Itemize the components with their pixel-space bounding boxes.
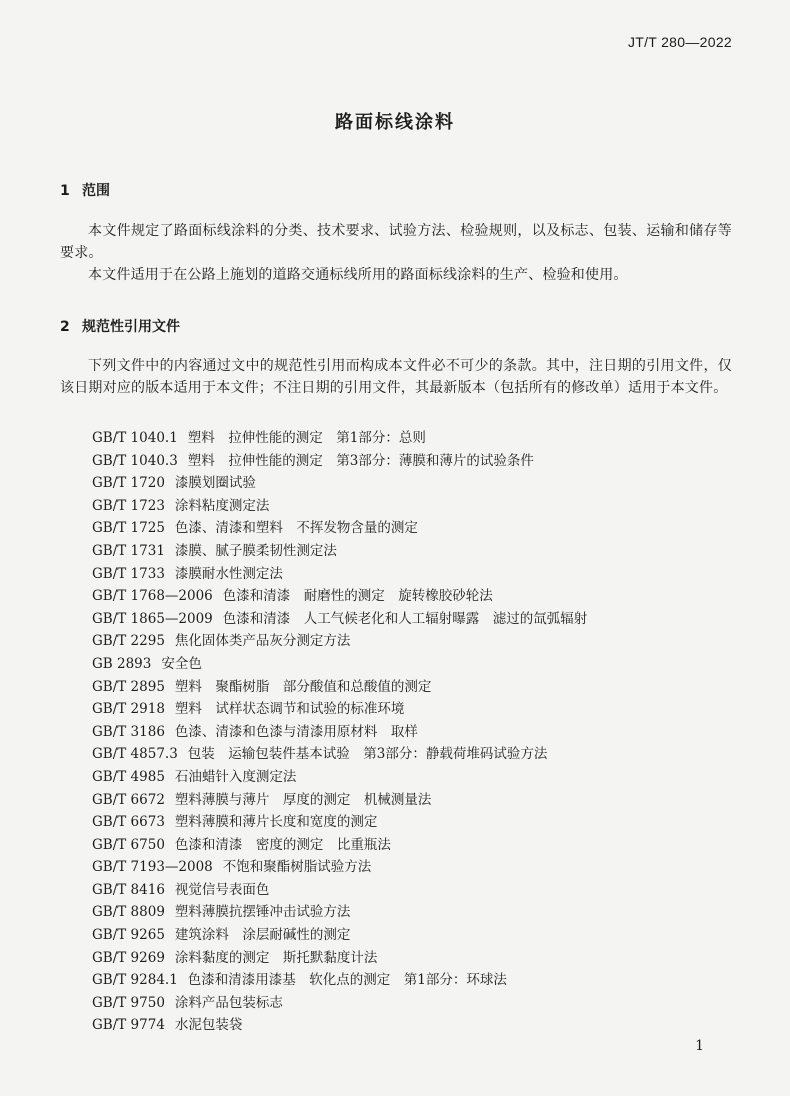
- reference-title: 色漆和清漆 人工气候老化和人工辐射曝露 滤过的氙弧辐射: [222, 610, 588, 627]
- reference-item: [92, 608, 587, 631]
- section-number: 1: [60, 183, 70, 199]
- reference-code: GB/T 1040.1: [92, 430, 178, 446]
- section-1-heading: [60, 180, 110, 200]
- reference-code: GB/T 1733: [92, 565, 165, 582]
- reference-title: 色漆和清漆用漆基 软化点的测定 第1部分：环球法: [187, 972, 507, 989]
- reference-item: [92, 947, 587, 970]
- reference-code: GB/T 2918: [92, 701, 165, 718]
- reference-code: GB/T 4985: [92, 768, 165, 785]
- reference-code: GB/T 1723: [92, 497, 165, 514]
- normative-references-paragraph: 下列文件中的内容通过文中的规范性引用而构成本文件必不可少的条款。其中，注日期的引用文件，仅该日期对应的版本适用于本文件；不注日期的引用文件，其最新版本（包括所有的修改单）适用于本文件。: [60, 358, 732, 396]
- reference-item: [92, 450, 587, 473]
- reference-title: 视觉信号表面色: [174, 881, 270, 898]
- reference-code: GB/T 1865—2009: [92, 610, 213, 627]
- reference-title: 塑料薄膜与薄片 厚度的测定 机械测量法: [174, 791, 432, 808]
- reference-title: 水泥包装袋: [174, 1017, 243, 1034]
- reference-item: [92, 517, 587, 540]
- reference-item: [92, 540, 587, 563]
- reference-code: GB/T 9269: [92, 949, 165, 966]
- reference-code: GB/T 7193—2008: [92, 859, 213, 876]
- reference-title: 塑料 拉伸性能的测定 第1部分：总则: [187, 430, 426, 446]
- reference-code: GB/T 4857.3: [92, 746, 178, 763]
- reference-code: GB/T 1040.3: [92, 452, 178, 469]
- reference-code: GB/T 8809: [92, 904, 165, 921]
- reference-title: 塑料薄膜抗摆锤冲击试验方法: [174, 904, 351, 921]
- reference-code: GB/T 1731: [92, 542, 165, 559]
- reference-title: 色漆和清漆 密度的测定 比重瓶法: [174, 836, 391, 853]
- reference-item: [92, 1014, 587, 1037]
- reference-code: GB/T 6672: [92, 791, 165, 808]
- reference-item: [92, 924, 587, 947]
- reference-code: GB/T 9265: [92, 927, 165, 944]
- reference-item: [92, 743, 587, 766]
- reference-title: 石油蜡针入度测定法: [174, 768, 297, 785]
- reference-item: [92, 427, 587, 450]
- reference-item: [92, 472, 587, 495]
- section-number: 2: [60, 319, 70, 335]
- reference-title: 涂料粘度测定法: [174, 497, 270, 514]
- reference-item: [92, 969, 587, 992]
- reference-title: 色漆、清漆和塑料 不挥发物含量的测定: [174, 520, 418, 537]
- section-title: 规范性引用文件: [82, 319, 180, 335]
- section-2-heading: [60, 316, 180, 336]
- reference-list: [92, 427, 587, 1037]
- reference-title: 塑料 聚酯树脂 部分酸值和总酸值的测定: [174, 678, 432, 695]
- reference-code: GB 2893: [92, 655, 152, 672]
- reference-item: [92, 698, 587, 721]
- reference-title: 色漆和清漆 耐磨性的测定 旋转橡胶砂轮法: [222, 588, 493, 605]
- reference-item: [92, 811, 587, 834]
- reference-title: 漆膜划圈试验: [174, 475, 256, 492]
- reference-title: 不饱和聚酯树脂试验方法: [222, 859, 372, 876]
- standard-code: JT/T 280—2022: [627, 34, 732, 50]
- reference-item: [92, 495, 587, 518]
- reference-code: GB/T 8416: [92, 881, 165, 898]
- reference-item: [92, 901, 587, 924]
- reference-item: [92, 992, 587, 1015]
- reference-code: GB/T 9284.1: [92, 972, 178, 989]
- reference-code: GB/T 1725: [92, 520, 165, 537]
- reference-code: GB/T 2895: [92, 678, 165, 695]
- reference-item: [92, 766, 587, 789]
- reference-item: [92, 789, 587, 812]
- reference-item: [92, 653, 587, 676]
- reference-item: [92, 630, 587, 653]
- reference-title: 塑料薄膜和薄片长度和宽度的测定: [174, 814, 378, 831]
- reference-title: 塑料 试样状态调节和试验的标准环境: [174, 701, 405, 718]
- reference-item: [92, 676, 587, 699]
- reference-code: GB/T 9774: [92, 1017, 165, 1034]
- reference-item: [92, 563, 587, 586]
- reference-item: [92, 879, 587, 902]
- reference-title: 涂料产品包装标志: [174, 994, 283, 1011]
- reference-item: [92, 856, 587, 879]
- reference-title: 涂料黏度的测定 斯托默黏度计法: [174, 949, 378, 966]
- reference-code: GB/T 1720: [92, 475, 165, 492]
- reference-code: GB/T 1768—2006: [92, 588, 213, 605]
- reference-code: GB/T 6750: [92, 836, 165, 853]
- scope-paragraph-2: 本文件适用于在公路上施划的道路交通标线所用的路面标线涂料的生产、检验和使用。: [88, 267, 628, 283]
- reference-code: GB/T 9750: [92, 994, 165, 1011]
- reference-title: 漆膜耐水性测定法: [174, 565, 283, 582]
- scope-paragraph-1: 本文件规定了路面标线涂料的分类、技术要求、试验方法、检验规则，以及标志、包装、运输和储存等要求。: [60, 223, 732, 261]
- document-title: 路面标线涂料: [335, 112, 455, 133]
- reference-title: 焦化固体类产品灰分测定方法: [174, 633, 351, 650]
- reference-title: 漆膜、腻子膜柔韧性测定法: [174, 542, 337, 559]
- reference-title: 色漆、清漆和色漆与清漆用原材料 取样: [174, 723, 418, 740]
- reference-code: GB/T 2295: [92, 633, 165, 650]
- reference-title: 包装 运输包装件基本试验 第3部分：静载荷堆码试验方法: [187, 746, 548, 763]
- reference-item: [92, 834, 587, 857]
- reference-item: [92, 585, 587, 608]
- page-number: 1: [695, 1038, 704, 1054]
- reference-code: GB/T 3186: [92, 723, 165, 740]
- reference-code: GB/T 6673: [92, 814, 165, 831]
- section-title: 范围: [82, 183, 110, 199]
- reference-title: 安全色: [161, 655, 202, 672]
- reference-item: [92, 721, 587, 744]
- reference-title: 建筑涂料 涂层耐碱性的测定: [174, 927, 351, 944]
- reference-title: 塑料 拉伸性能的测定 第3部分：薄膜和薄片的试验条件: [187, 452, 534, 469]
